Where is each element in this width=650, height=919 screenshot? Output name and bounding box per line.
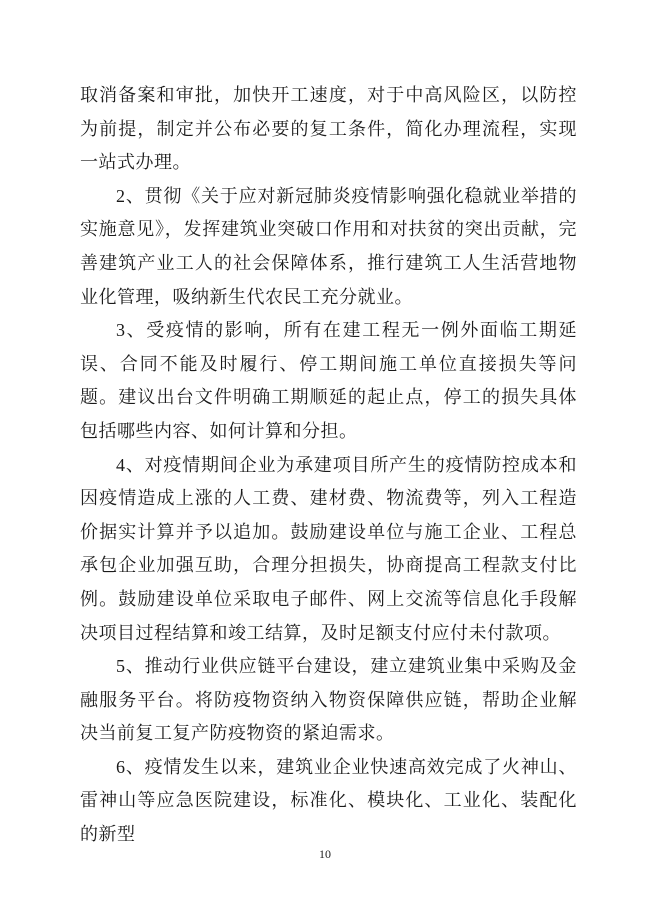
page-footer <box>0 845 650 863</box>
paragraph-continuation: 取消备案和审批，加快开工速度，对于中高风险区，以防控为前提，制定并公布必要的复工条件，简化办理流程，实现一站式办理。 <box>80 85 577 173</box>
paragraph-item-4: 4、对疫情期间企业为承建项目所产生的疫情防控成本和因疫情造成上涨的人工费、建材费、物流费等，列入工程造价据实计算并予以追加。鼓励建设单位与施工企业、工程总承包企业加强互助，合理分担损失，协商提高工程款支付比例。鼓励建设单位采取电子邮件、网上交流等信息化手段解决项目过程结算和竣工结算，及时足额支付应付未付款项。 <box>80 454 577 643</box>
paragraph-item-5: 5、推动行业供应链平台建设，建立建筑业集中采购及金融服务平台。将防疫物资纳入物资保障供应链，帮助企业解决当前复工复产防疫物资的紧迫需求。 <box>80 656 577 744</box>
paragraph-item-3: 3、受疫情的影响，所有在建工程无一例外面临工期延误、合同不能及时履行、停工期间施工单位直接损失等问题。建议出台文件明确工期顺延的起止点，停工的损失具体包括哪些内容、如何计算和分担。 <box>80 320 577 441</box>
paragraph-item-6: 6、疫情发生以来，建筑业企业快速高效完成了火神山、雷神山等应急医院建设，标准化、模块化、工业化、装配化的新型 <box>80 756 577 845</box>
document-body <box>80 79 577 852</box>
page-number: 10 <box>319 847 331 861</box>
paragraph-item-2: 2、贯彻《关于应对新冠肺炎疫情影响强化稳就业举措的实施意见》，发挥建筑业突破口作用和对扶贫的突出贡献，完善建筑产业工人的社会保障体系，推行建筑工人生活营地物业化管理，吸纳新生代农民工充分就业。 <box>80 185 577 307</box>
